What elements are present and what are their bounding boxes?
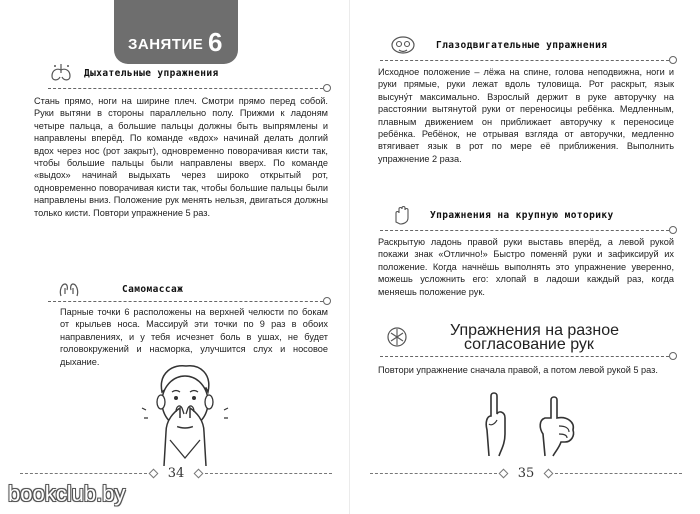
- lungs-doodle-icon: [48, 62, 74, 84]
- site-watermark: bookclub.by: [8, 481, 126, 506]
- motor-paragraph: Раскрытую ладонь правой руки выставь вперёд, а левой рукой покажи знак «Отлично!» Быстро поменяй руки и зафиксируй их положение. Когда начнёшь выполнять это упражнение уверенно, можешь усложнить его: хлопай в ладоши каждый раз, когда меняешь положение рук.: [378, 237, 674, 297]
- section-heading-coordination: [380, 318, 674, 358]
- eyes-doodle-icon: [390, 34, 416, 56]
- hand-gestures-illustration: [475, 390, 615, 460]
- page-number: 35: [517, 465, 535, 481]
- footer-rule: [370, 473, 497, 474]
- heading-rule: [48, 301, 328, 302]
- left-footer: [20, 466, 332, 480]
- lesson-label: ЗАНЯТИЕ: [128, 36, 204, 53]
- footer-rule: [20, 473, 147, 474]
- eye-exercise-paragraph: Исходное положение – лёжа на спине, голова неподвижна, ноги и руки прямые, руки лежат вдоль туловища. Рот раскрыт, язык высуну́т максимально. Взрослый держит в руке авторучку на расстоянии вытянутой руки от переносицы ребёнка. Медленным, плавным движением он приближает авторучку к переносице ребёнка. Ребёнок, не отрывая взгляда от авторучки, медленно втягивает язык в рот по мере её приближения. Выполнить упражнение 2 раза.: [378, 67, 674, 164]
- boy-massage-illustration: [140, 362, 230, 466]
- page-number: 34: [167, 465, 185, 481]
- right-footer: [370, 466, 682, 480]
- heading-rule: [380, 60, 674, 61]
- section-heading-massage: [56, 278, 183, 300]
- massage-paragraph: Парные точки 6 расположены на верхней челюсти по бокам от крыльев носа. Массируй эти точки по 9 раз в обоих направлениях, и у тебя исчезнет боль в ушах, не будет головокружений и насморка, улучшится слух и носовое дыхание.: [60, 307, 328, 367]
- footer-rule: [555, 473, 682, 474]
- section-heading-eye: [390, 34, 607, 56]
- section-title: Упражнения на крупную моторику: [430, 209, 614, 221]
- coordination-paragraph: Повтори упражнение сначала правой, а потом левой рукой 5 раз.: [378, 365, 658, 375]
- section-title-line2: согласование рук: [464, 336, 594, 353]
- section-heading-breathing: [48, 62, 219, 84]
- hands-cross-doodle-icon: [384, 326, 410, 348]
- section-title: Самомассаж: [122, 283, 184, 295]
- right-page: [350, 0, 700, 514]
- section-title: Глазодвигательные упражнения: [436, 39, 608, 51]
- heading-rule: [380, 230, 674, 231]
- footer-rule: [205, 473, 332, 474]
- section-title-line1: Упражнения на разное: [450, 322, 619, 339]
- lesson-number: 6: [208, 27, 223, 57]
- footer-ornament: [194, 468, 204, 478]
- section-heading-motor: [390, 204, 614, 226]
- footer-ornament: [148, 468, 158, 478]
- footer-ornament: [544, 468, 554, 478]
- heading-rule: [380, 356, 674, 357]
- lesson-tab: [114, 0, 238, 64]
- hands-doodle-icon: [56, 278, 82, 300]
- hand-doodle-icon: [390, 204, 416, 226]
- breathing-paragraph: Стань прямо, ноги на ширине плеч. Смотри прямо перед собой. Руки вытяни в стороны параллельно полу. Прижми к ладоням четыре пальца, а большие пальцы должны быть выпрямлены и направлены вперёд. По команде «вдох» начинай делать долгий вдох через нос (рот закрыт), одновременно поворачивая кисти так, чтобы большие пальцы были направлены вверх. По команде «выдох» начинай выдыхать через широко открытый рот, одновременно поворачивая кисти так, чтобы большие пальцы были направлены вниз. Положение рук менять нельзя, двигаться должны только кисти. Повтори упражнение 5 раз.: [34, 96, 328, 218]
- footer-ornament: [498, 468, 508, 478]
- section-title: Дыхательные упражнения: [84, 67, 219, 79]
- heading-rule: [48, 88, 328, 89]
